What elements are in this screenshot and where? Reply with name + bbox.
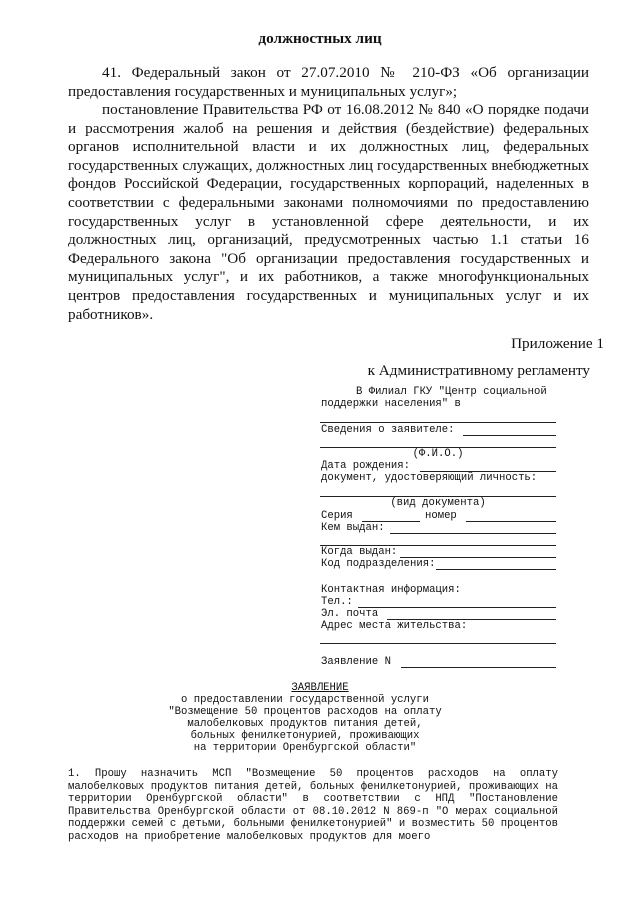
id-document-label: документ, удостоверяющий личность: — [321, 472, 538, 484]
applicant-info-label: Сведения о заявителе: — [321, 424, 455, 436]
statement-subtitle-3: малобелковых продуктов питания детей, — [187, 718, 423, 730]
statement-title: ЗАЯВЛЕНИЕ — [291, 682, 349, 694]
statement-subtitle-2: "Возмещение 50 процентов расходов на оплату — [168, 706, 442, 718]
issued-by-blank[interactable] — [390, 533, 556, 534]
issued-by-label: Кем выдан: — [321, 522, 385, 534]
division-code-blank[interactable] — [436, 569, 556, 570]
application-no-label: Заявление N — [321, 656, 391, 668]
statement-subtitle-1: о предоставлении государственной услуги — [181, 694, 429, 706]
address-blank[interactable] — [320, 643, 556, 644]
appendix-regulation: к Административному регламенту — [367, 362, 590, 379]
email-label: Эл. почта — [321, 608, 379, 620]
number-label: номер — [425, 510, 457, 522]
request-paragraph: 1. Прошу назначить МСП "Возмещение 50 процентов расходов на оплату малобелковых продуктов питания детей, больных фенилкетонурией, проживающих на территории Оренбургской области" в соответствии с НПД "Постановление Правительства Оренбургской области от 08.10.2012 N 869-п "О мерах социальной поддержки семей с детьми, больными фенилкетонурией" и возместить 50 процентов расходов на приобретение малобелковых продуктов для моего — [68, 768, 558, 843]
doc-type-caption: (вид документа) — [390, 497, 486, 509]
page-heading: должностных лиц — [258, 30, 382, 47]
fio-caption: (Ф.И.О.) — [412, 448, 464, 460]
phone-blank[interactable] — [358, 607, 556, 608]
contact-info-label: Контактная информация: — [321, 584, 461, 596]
addressee-line-1: В Филиал ГКУ "Центр социальной — [356, 386, 547, 398]
applicant-info-blank[interactable] — [463, 435, 556, 436]
addressee-line-2: поддержки населения" в — [321, 398, 461, 410]
division-code-label: Код подразделения: — [321, 558, 436, 570]
series-label: Серия — [321, 510, 353, 522]
address-label: Адрес места жительства: — [321, 620, 468, 632]
number-blank[interactable] — [466, 521, 556, 522]
law-item-210fz: 41. Федеральный закон от 27.07.2010 № 210-ФЗ «Об организации предоставления государственных и муниципальных услуг»; — [68, 64, 589, 100]
birth-date-label: Дата рождения: — [321, 460, 411, 472]
application-no-blank[interactable] — [401, 667, 556, 668]
phone-label: Тел.: — [321, 596, 353, 608]
statement-subtitle-5: на территории Оренбургской области" — [193, 742, 417, 754]
law-item-decree-840: постановление Правительства РФ от 16.08.2012 № 840 «О порядке подачи и рассмотрения жалоб на решения и действия (бездействие) федеральных органов исполнительной власти и их должностных лиц, федеральных государственных служащих, должностных лиц государственных внебюджетных фондов Российской Федерации, государственных корпораций, наделенных в соответствии с федеральными законами полномочиями по предоставлению государственных услуг в установленной сфере деятельности, и их должностных лиц, организаций, предусмотренных частью 1.1 статьи 16 Федерального закона "Об организации предоставления государственных и муниципальных услуг", и их работников, а также многофункциональных центров предоставления государственных и муниципальных услуг и их работников». — [68, 101, 589, 323]
appendix-number: Приложение 1 — [511, 335, 604, 352]
addressee-blank[interactable] — [320, 422, 556, 423]
statement-subtitle-4: больных фенилкетонурией, проживающих — [190, 730, 420, 742]
issued-when-label: Когда выдан: — [321, 546, 398, 558]
